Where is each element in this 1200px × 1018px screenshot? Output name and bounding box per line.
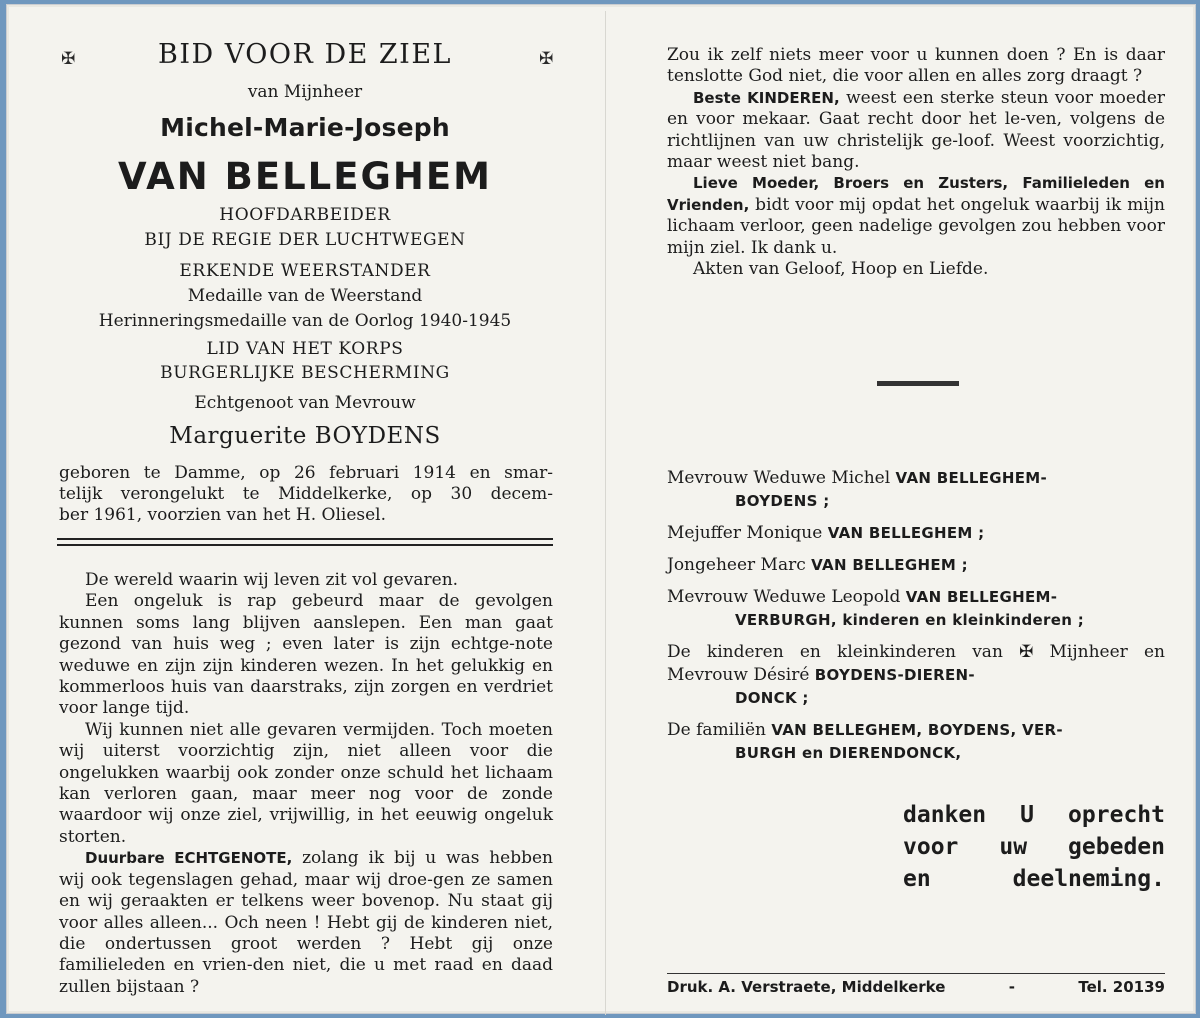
first-names: Michel-Marie-Joseph [160,113,450,142]
paragraph: Akten van Geloof, Hoop en Liefde. [693,259,989,280]
meditation [59,570,553,998]
footer-dash: - [1008,978,1015,996]
cross-icon: ✠ [61,49,76,69]
title-line: BIJ DE REGIE DER LUCHTWEGEN [144,230,466,250]
paragraph: Wij kunnen niet alle gevaren vermijden. Toch moeten wij uiterst voorzichtig zijn, niet alleen voor die ongelukken waarbij ook zonder onze schuld het lichaam kan verloren gaan, maar meer nog voor de zonde waardoor wij onze ziel, vrijwillig, in het eeuwig ongeluk storten. [59,719,553,847]
heading: BID VOOR DE ZIEL [158,39,452,70]
title-line: Herinneringsmedaille van de Oorlog 1940-1945 [98,311,512,331]
family-entry: De familiën VAN BELLEGHEM, BOYDENS, VER- BURGH en DIERENDONCK, [667,720,1063,762]
thanks-line: en deelneming. [903,866,1165,892]
title-line: ERKENDE WEERSTANDER [179,261,431,281]
family-entry: Mevrouw Weduwe Leopold VAN BELLEGHEM- VERBURGH, kinderen en kleinkinderen ; [667,587,1084,629]
birth-line: geboren te Damme, op 26 februari 1914 en smar- [59,463,553,483]
title-line: LID VAN HET KORPS [206,339,404,359]
surname: VAN BELLEGHEM [118,155,492,198]
footer-rule [667,973,1165,974]
thanks-line: danken U oprecht [903,802,1165,828]
family-entry: Jongeheer Marc VAN BELLEGHEM ; [667,555,968,575]
family-entry: De kinderen en kleinkinderen van ✠ Mijnheer en Mevrouw Désiré BOYDENS-DIEREN- DONCK ; [667,642,1165,707]
thanks-block [903,799,1165,895]
title-line: Echtgenoot van Mevrouw [194,393,416,413]
printer-name: Druk. A. Verstraete, Middelkerke [667,978,946,996]
printer-footer [667,978,1165,996]
title-line: BURGERLIJKE BESCHERMING [160,363,450,383]
cross-icon: ✠ [539,49,554,69]
title-line: HOOFDARBEIDER [219,205,391,225]
paragraph: Duurbare ECHTGENOTE, zolang ik bij u was hebben wij ook tegenslagen gehad, maar wij droe-gen ze samen en wij geraakten er telkens weer bovenop. Nu staat gij voor alles alleen... Och neen ! Hebt gij de kinderen niet, die ondertussen groot werden ? Hebt gij onze familieleden en vrien-den niet, die u met raad en daad zullen bijstaan ? [59,848,553,997]
paragraph: Zou ik zelf niets meer voor u kunnen doen ? En is daar tenslotte God niet, die voor allen en alles zorg draagt ? [667,45,1165,87]
van-mijnheer: van Mijnheer [247,82,363,102]
paragraph: Lieve Moeder, Broers en Zusters, Familieleden en Vrienden, bidt voor mij opdat het ongeluk waarbij ik mijn lichaam verloor, geen nadelige gevolgen zou hebben voor mijn ziel. Ik dank u. [667,174,1165,258]
double-rule [57,538,553,547]
birth-line: ber 1961, voorzien van het H. Oliesel. [59,505,387,525]
birth-line: telijk verongelukt te Middelkerke, op 30 decem- [59,484,553,504]
family-entry: Mejuffer Monique VAN BELLEGHEM ; [667,523,985,543]
printer-phone: Tel. 20139 [1078,978,1165,996]
separator [877,381,959,386]
thanks-line: voor uw gebeden [903,834,1165,860]
address-lead: Duurbare ECHTGENOTE, [85,849,293,868]
paragraph: Een ongeluk is rap gebeurd maar de gevolgen kunnen soms lang blijven aanslepen. Een man gaat gezond van huis weg ; even later is zijn echtge-note weduwe en zijn zijn kinderen wezen. In het gelukkig en kommerloos huis van daarstraks, zijn zorgen en verdriet voor lange tijd. [59,591,553,719]
family-list [667,467,1165,774]
title-line: Medaille van de Weerstand [187,286,423,306]
family-entry: Mevrouw Weduwe Michel VAN BELLEGHEM- BOYDENS ; [667,468,1048,510]
prayer-card [6,4,1196,1014]
message [667,45,1165,280]
fold-line [605,11,606,1015]
paragraph: Beste KINDEREN, weest een sterke steun voor moeder en voor mekaar. Gaat recht door het le-ven, volgens de richtlijnen van uw christelijk ge-loof. Weest voorzichtig, maar weest niet bang. [667,87,1166,173]
paragraph: De wereld waarin wij leven zit vol gevaren. [85,570,459,590]
wife-name: Marguerite BOYDENS [169,423,441,449]
